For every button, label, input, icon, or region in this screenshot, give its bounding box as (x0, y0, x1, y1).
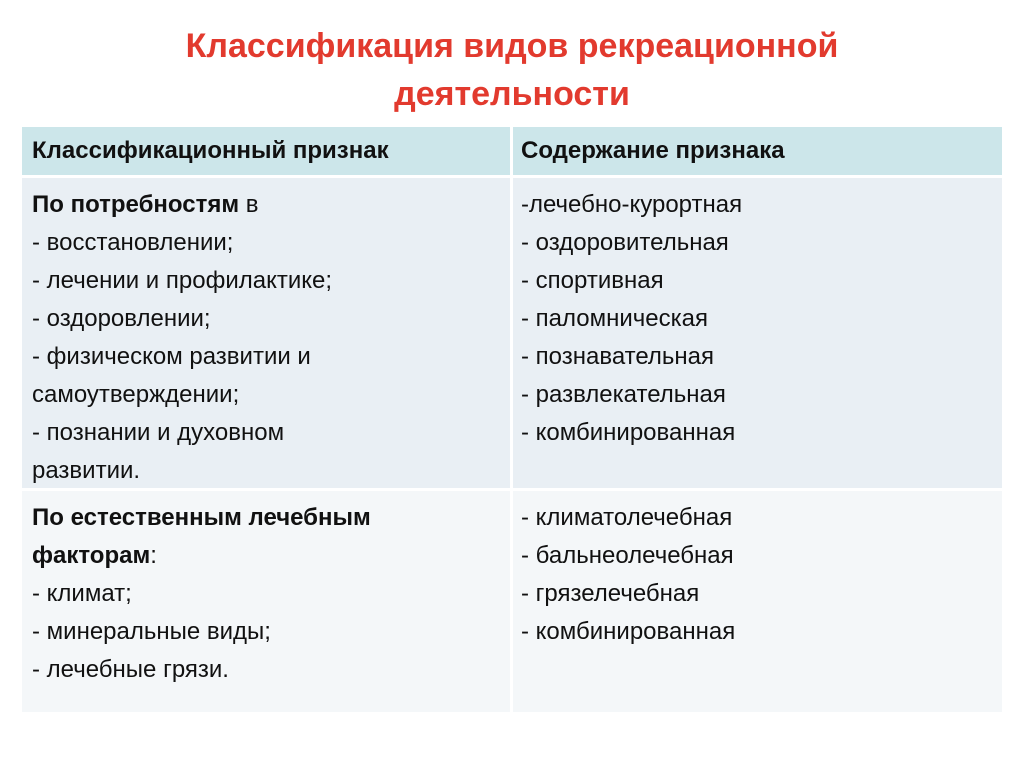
criterion-heading-bold: По естественным лечебным (32, 504, 371, 531)
criterion-line: - климат; (32, 580, 132, 607)
slide-title-line-2: деятельности (394, 75, 630, 113)
criterion-heading-bold: По потребностям (32, 191, 240, 218)
criterion-heading-bold: факторам (32, 542, 151, 569)
classification-table (22, 127, 1002, 712)
slide-title-line-1: Классификация видов рекреационной (185, 27, 839, 65)
criterion-cell (22, 178, 510, 488)
criterion-line: - минеральные виды; (32, 618, 271, 645)
content-cell (513, 178, 1002, 488)
criterion-heading-rest: : (150, 542, 157, 569)
content-line: - спортивная (521, 267, 664, 294)
column-divider (510, 127, 513, 712)
criterion-line: - лечебные грязи. (32, 656, 229, 683)
criterion-line: - восстановлении; (32, 229, 234, 256)
header-cell-content: Содержание признака (521, 137, 785, 164)
content-line: - климатолечебная (521, 504, 733, 531)
content-line: - комбинированная (521, 419, 736, 446)
content-line: - оздоровительная (521, 229, 729, 256)
criterion-line: самоутверждении; (32, 381, 240, 408)
criterion-line: - физическом развитии и (32, 343, 311, 370)
content-cell (513, 491, 1002, 712)
slide-title (40, 22, 984, 118)
criterion-line: развитии. (32, 457, 141, 484)
criterion-line: - лечении и профилактике; (32, 267, 333, 294)
criterion-line: - оздоровлении; (32, 305, 211, 332)
content-line: - грязелечебная (521, 580, 700, 607)
header-cell-criterion: Классификационный признак (32, 137, 389, 164)
criterion-line: - познании и духовном (32, 419, 285, 446)
criterion-cell (22, 491, 510, 712)
content-line: - паломническая (521, 305, 709, 332)
content-line: -лечебно-курортная (521, 191, 743, 218)
criterion-heading-rest: в (239, 191, 259, 218)
content-line: - развлекательная (521, 381, 726, 408)
content-line: - познавательная (521, 343, 715, 370)
content-line: - бальнеолечебная (521, 542, 734, 569)
criterion-heading (32, 537, 510, 575)
criterion-heading (32, 186, 510, 224)
content-line: - комбинированная (521, 618, 736, 645)
